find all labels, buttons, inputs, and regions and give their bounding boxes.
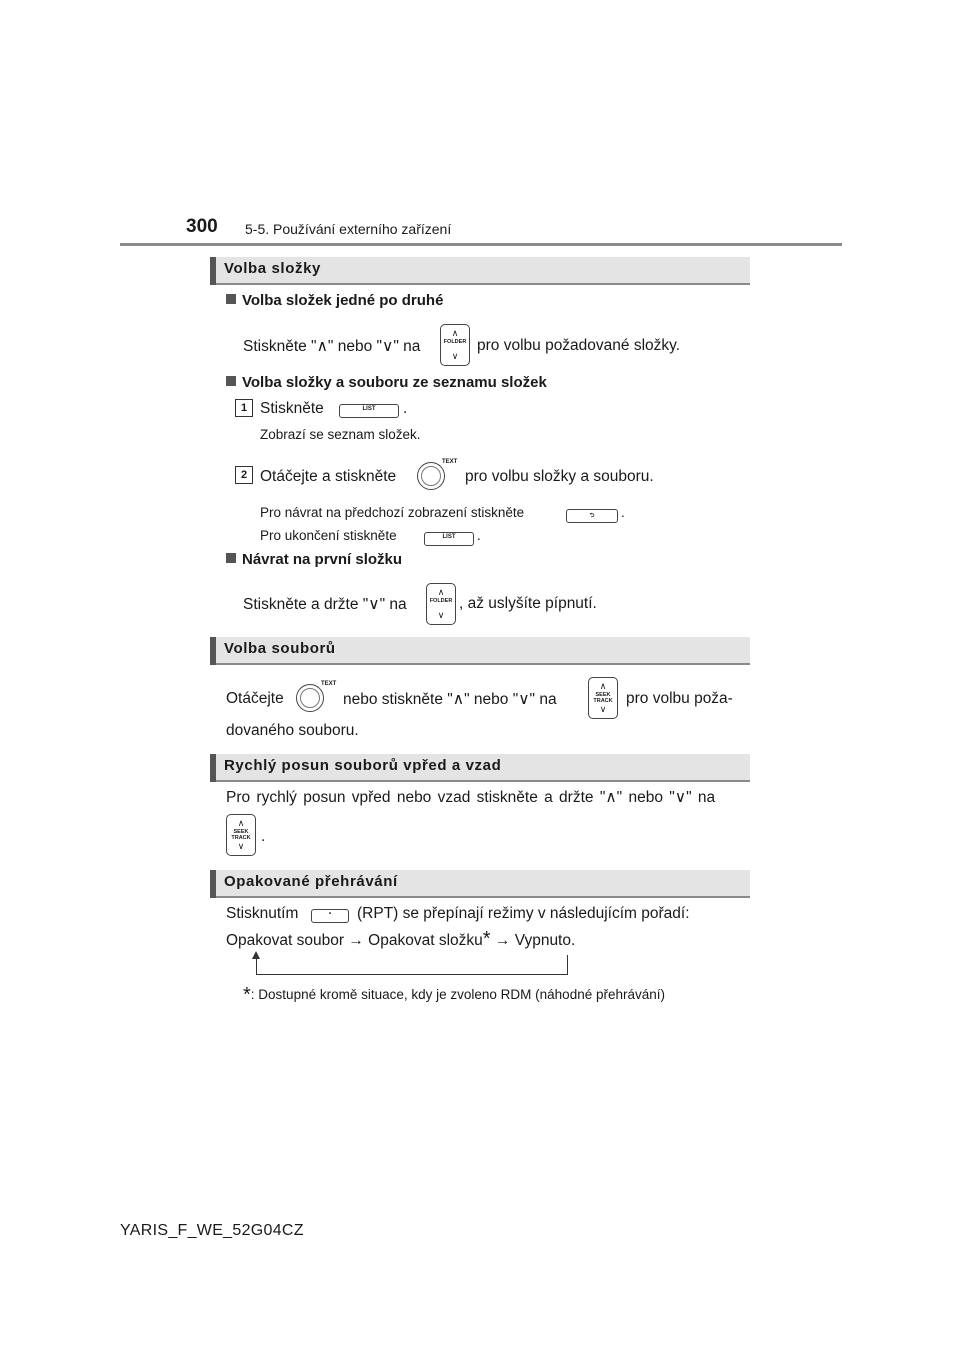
note-line: Pro návrat na předchozí zobrazení stiskněte [260, 505, 525, 520]
folder-button-icon: ∧ FOLDER ∨ [440, 324, 470, 366]
square-bullet-icon [226, 376, 236, 386]
text-line: pro volbu požadované složky. [477, 337, 681, 354]
subheading-first-folder: Návrat na první složku [226, 551, 402, 568]
text-line: . [403, 400, 408, 417]
chapter-title: 5-5. Používání externího zařízení [245, 221, 452, 237]
text-line: Otáčejte [226, 690, 284, 707]
section-title: Rychlý posun souborů vpřed a vzad [224, 757, 502, 774]
note-line: . [621, 505, 625, 520]
connector-line [567, 955, 568, 975]
text-line: Pro rychlý posun vpřed nebo vzad stiskněte a držte "∧" nebo "∨" na [226, 789, 716, 806]
step-number-2: 2 [235, 466, 253, 484]
page-number: 300 [186, 216, 218, 237]
step-number-1: 1 [235, 399, 253, 417]
square-bullet-icon [226, 553, 236, 563]
section-title: Volba složky [224, 260, 321, 277]
text-line: nebo stiskněte "∧" nebo "∨" na [343, 691, 557, 708]
section-title: Opakované přehrávání [224, 873, 398, 890]
note-line: . [477, 528, 481, 543]
header-rule [120, 243, 842, 246]
rpt-button-icon: • [311, 909, 349, 923]
tune-knob-icon [296, 684, 324, 712]
text-line: Stiskněte [260, 400, 324, 417]
text-line: , až uslyšíte pípnutí. [459, 595, 597, 612]
back-button-icon: ⮌ [566, 509, 618, 523]
tune-knob-icon [417, 462, 445, 490]
section-heading-files [210, 637, 750, 665]
text-line: Stisknutím [226, 905, 299, 922]
folder-button-icon: ∧ FOLDER ∨ [426, 583, 456, 625]
text-line: pro volbu poža- [626, 690, 733, 707]
text-line: Stiskněte a držte "∨" na [243, 596, 407, 613]
connector-line [256, 974, 568, 975]
seek-track-button-icon: ∧ SEEK TRACK ∨ [588, 677, 618, 719]
seek-track-button-icon: ∧ SEEK TRACK ∨ [226, 814, 256, 856]
knob-label: TEXT [321, 681, 337, 687]
note-line: Pro ukončení stiskněte [260, 528, 397, 543]
knob-label: TEXT [442, 459, 458, 465]
connector-line [256, 958, 257, 975]
section-title: Volba souborů [224, 640, 336, 657]
list-button-icon: LIST [424, 532, 474, 546]
subheading-one-by-one: Volba složek jedné po druhé [226, 292, 443, 309]
section-heading-folder [210, 257, 750, 285]
subheading-list: Volba složky a souboru ze seznamu složek [226, 374, 547, 391]
repeat-sequence: Opakovat soubor → Opakovat složku* → Vypnuto. [226, 928, 576, 950]
arrow-up-icon [252, 951, 260, 959]
footnote: *: Dostupné kromě situace, kdy je zvoleno RDM (náhodné přehrávání) [243, 984, 666, 1006]
text-line: Otáčejte a stiskněte [260, 468, 397, 485]
text-line: . [261, 828, 266, 845]
list-button-icon: LIST [339, 404, 399, 418]
text-line: (RPT) se přepínají režimy v následujícím pořadí: [357, 905, 690, 922]
text-line: pro volbu složky a souboru. [465, 468, 654, 485]
section-heading-repeat [210, 870, 750, 898]
square-bullet-icon [226, 294, 236, 304]
text-line: Stiskněte "∧" nebo "∨" na [243, 338, 421, 355]
note-line: Zobrazí se seznam složek. [260, 427, 421, 442]
footer-code: YARIS_F_WE_52G04CZ [120, 1222, 304, 1239]
section-heading-fast [210, 754, 750, 782]
text-line: dovaného souboru. [226, 722, 359, 739]
